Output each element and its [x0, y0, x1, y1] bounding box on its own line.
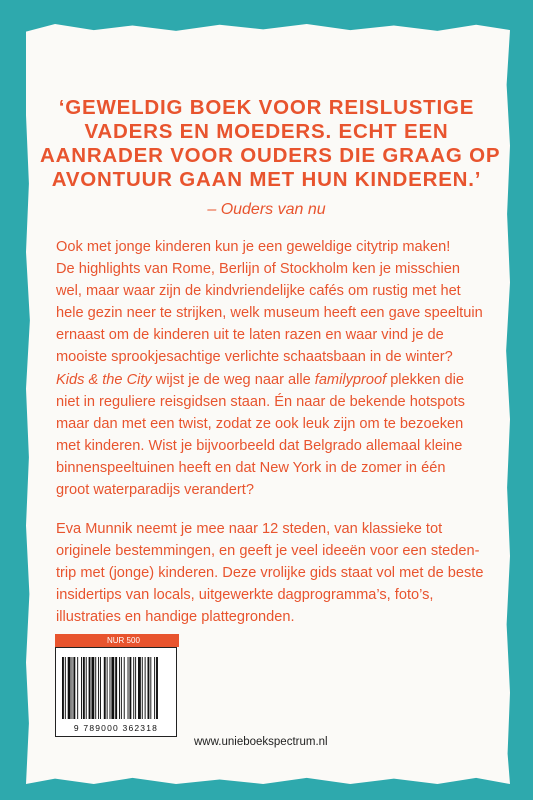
barcode [55, 647, 177, 737]
nur-code: NUR 500 [107, 636, 140, 645]
quote-line: AANRADER VOOR OUDERS DIE GRAAG OP [40, 144, 501, 167]
blurb-line: originele bestemmingen, en geeft je veel ideeën voor een steden- [56, 543, 480, 560]
blurb-line: Eva Munnik neemt je mee naar 12 steden, van klassieke tot [56, 521, 443, 537]
blurb-paragraph-1 [56, 236, 496, 501]
blurb-line: niet in reguliere reisgidsen staan. Én naar de bekende hotspots [56, 393, 465, 410]
blurb-line: De highlights van Rome, Berlijn of Stockholm ken je misschien [56, 261, 460, 278]
blurb-paragraph-2 [56, 518, 496, 628]
blurb-line: binnenspeeltuinen heeft en dat New York in de zomer in één [56, 459, 446, 476]
publisher-website: www.unieboekspectrum.nl [194, 736, 328, 748]
nur-label [55, 634, 179, 647]
blurb-line: met kinderen. Wist je bijvoorbeeld dat Belgrado allemaal kleine [56, 437, 463, 454]
blurb-line: insidertips van locals, uitgewerkte dagprogramma’s, foto’s, [56, 587, 434, 604]
isbn-number: 9 789000 362318 [73, 723, 159, 733]
barcode-bars [62, 657, 172, 719]
review-quote [40, 96, 501, 192]
quote-source: – Ouders van nu [207, 201, 326, 218]
blurb-line: ernaast om de kinderen uit te laten razen en waar vind je de [56, 327, 444, 344]
blurb-line: illustraties en handige plattegronden. [56, 609, 295, 626]
blurb-line: mooiste sprookjesachtige verlichte schaatsbaan in de winter? [56, 349, 453, 366]
blurb-line: Kids & the City wijst je de weg naar alle familyproof plekken die [56, 371, 465, 388]
blurb-line: hele gezin neer te strijken, welk museum heeft een gave speeltuin [56, 305, 483, 322]
blurb-line: wel, maar waar zijn de kindvriendelijke cafés om rustig met het [56, 283, 461, 300]
blurb-line: Ook met jonge kinderen kun je een geweldige citytrip maken! [56, 239, 451, 255]
blurb-line: groot waterparadijs verandert? [56, 482, 254, 499]
quote-line: ‘GEWELDIG BOEK VOOR REISLUSTIGE [58, 96, 475, 119]
blurb-line: maar dan met een twist, zodat ze ook leuk zijn om te bezoeken [56, 415, 464, 432]
quote-line: VADERS EN MOEDERS. ECHT EEN [84, 120, 449, 143]
quote-line: AVONTUUR GAAN MET HUN KINDEREN.’ [51, 168, 482, 191]
blurb-line: trip met (jonge) kinderen. Deze vrolijke gids staat vol met de beste [56, 565, 484, 582]
